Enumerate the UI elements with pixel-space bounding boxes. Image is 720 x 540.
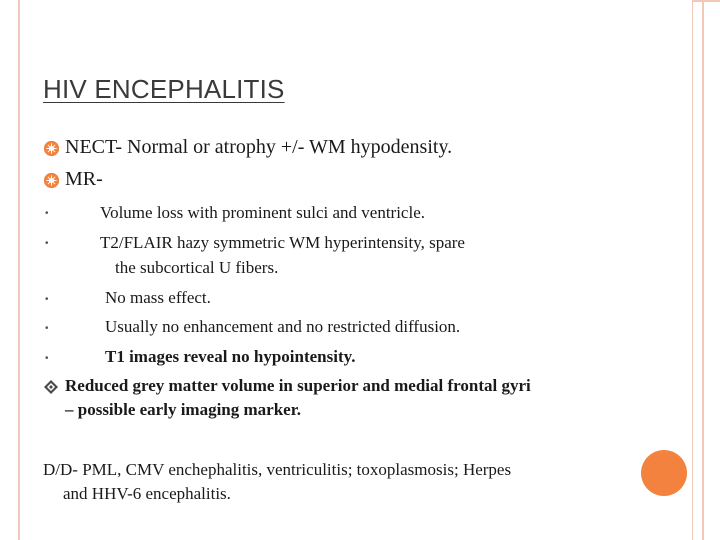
dd-line2: and HHV-6 encephalitis. <box>63 484 231 503</box>
sub-bullet-no-mass-effect: No mass effect. <box>105 288 211 307</box>
dot-bullet-icon: • <box>45 208 49 219</box>
sub-bullet-t1: T1 images reveal no hypointensity. <box>105 347 356 366</box>
bullet-mr: MR- <box>65 168 103 190</box>
orange-circle-decoration <box>641 450 687 496</box>
sub-bullet-t2-flair-cont: the subcortical U fibers. <box>115 258 279 277</box>
diamond-bullet-icon <box>44 380 58 394</box>
slide-title: HIV ENCEPHALITIS <box>43 74 285 104</box>
frame-line-left <box>18 0 20 540</box>
dd-line1: D/D- PML, CMV enchephalitis, ventriculitis; toxoplasmosis; Herpes <box>43 460 512 479</box>
dot-bullet-icon: • <box>45 238 49 249</box>
sun-bullet-icon <box>43 172 60 189</box>
sub-bullet-t2-flair: T2/FLAIR hazy symmetric WM hyperintensity, spare <box>100 233 465 252</box>
dot-bullet-icon: • <box>45 323 49 334</box>
dot-bullet-icon: • <box>45 353 49 364</box>
dot-bullet-icon: • <box>45 294 49 305</box>
frame-line-right-outer <box>702 0 704 540</box>
diamond-bullet-line2: – possible early imaging marker. <box>65 400 301 419</box>
sun-bullet-icon <box>43 140 60 157</box>
bullet-nect: NECT- Normal or atrophy +/- WM hypodensity. <box>65 136 453 158</box>
sub-bullet-no-enhancement: Usually no enhancement and no restricted diffusion. <box>105 317 461 336</box>
frame-line-right-inner <box>692 0 693 540</box>
sub-bullet-volume-loss: Volume loss with prominent sulci and ventricle. <box>100 203 426 222</box>
frame-line-top <box>692 0 720 2</box>
diamond-bullet-line1: Reduced grey matter volume in superior and medial frontal gyri <box>65 376 531 395</box>
